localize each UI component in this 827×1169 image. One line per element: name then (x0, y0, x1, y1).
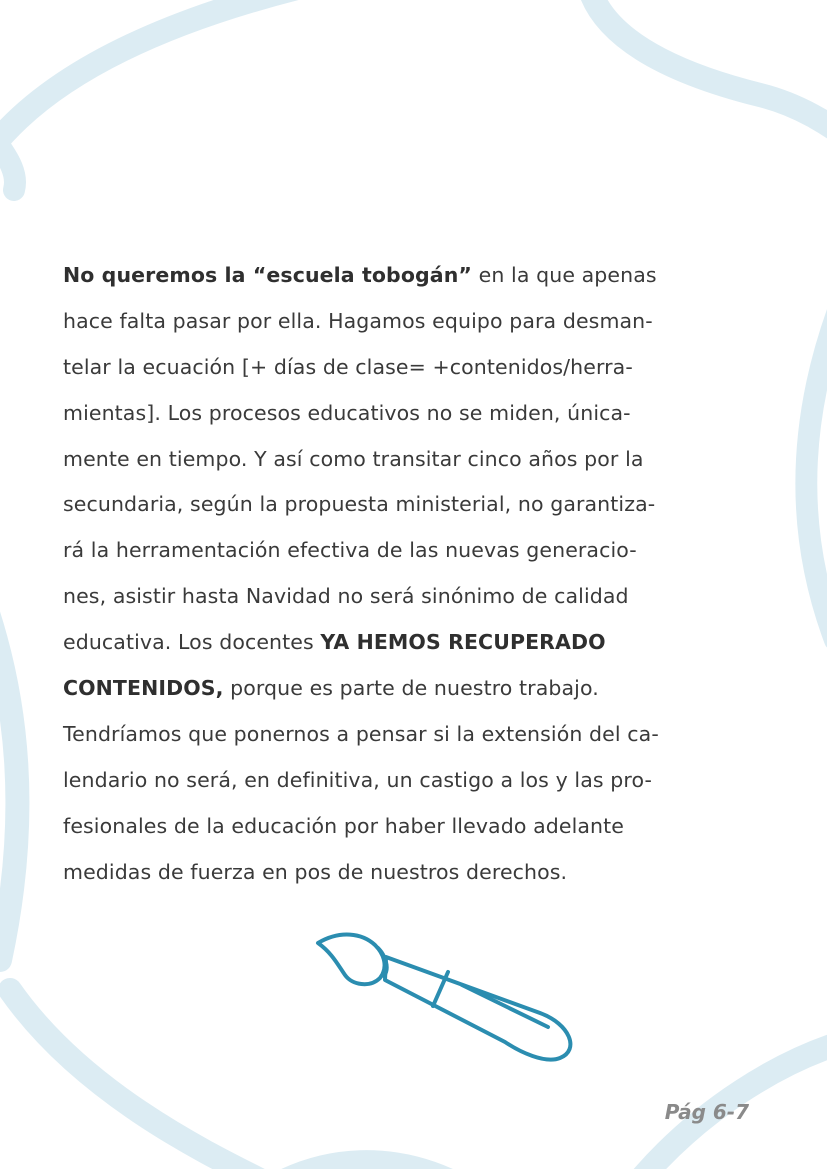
text-line: fesionales de la educación por haber llevado adelante (63, 813, 624, 838)
curve-top-right (590, 0, 827, 140)
curve-bottom-left (10, 990, 260, 1169)
text-line: hace falta pasar por ella. Hagamos equipo para desman- (63, 308, 653, 333)
curve-bottom-arc (250, 1161, 470, 1169)
text-line: rá la herramentación efectiva de las nuevas generacio- (63, 538, 637, 563)
page-number: Pág 6-7 (664, 1100, 749, 1124)
text-line: educativa. Los docentes YA HEMOS RECUPERADO (63, 630, 606, 655)
text-line: No queremos la “escuela tobogán” en la que apenas (63, 263, 657, 287)
text-line: nes, asistir hasta Navidad no será sinónimo de calidad (63, 584, 629, 609)
body-paragraph (63, 253, 783, 895)
curve-left (0, 590, 17, 960)
text-line: mientas]. Los procesos educativos no se miden, única- (63, 400, 631, 425)
text-line: medidas de fuerza en pos de nuestros derechos. (63, 859, 568, 884)
text-line: secundaria, según la propuesta ministerial, no garantiza- (63, 492, 656, 517)
curve-top-left (0, 140, 15, 190)
text-line: telar la ecuación [+ días de clase= +contenidos/herra- (63, 354, 633, 379)
curve-top (0, 0, 330, 150)
curve-right (806, 280, 827, 640)
text-line: lendario no será, en definitiva, un castigo a los y las pro- (63, 767, 652, 792)
text-line: Tendríamos que ponernos a pensar si la extensión del ca- (63, 721, 659, 746)
text-line: CONTENIDOS, porque es parte de nuestro trabajo. (63, 676, 599, 701)
text-line: mente en tiempo. Y así como transitar cinco años por la (63, 446, 644, 471)
